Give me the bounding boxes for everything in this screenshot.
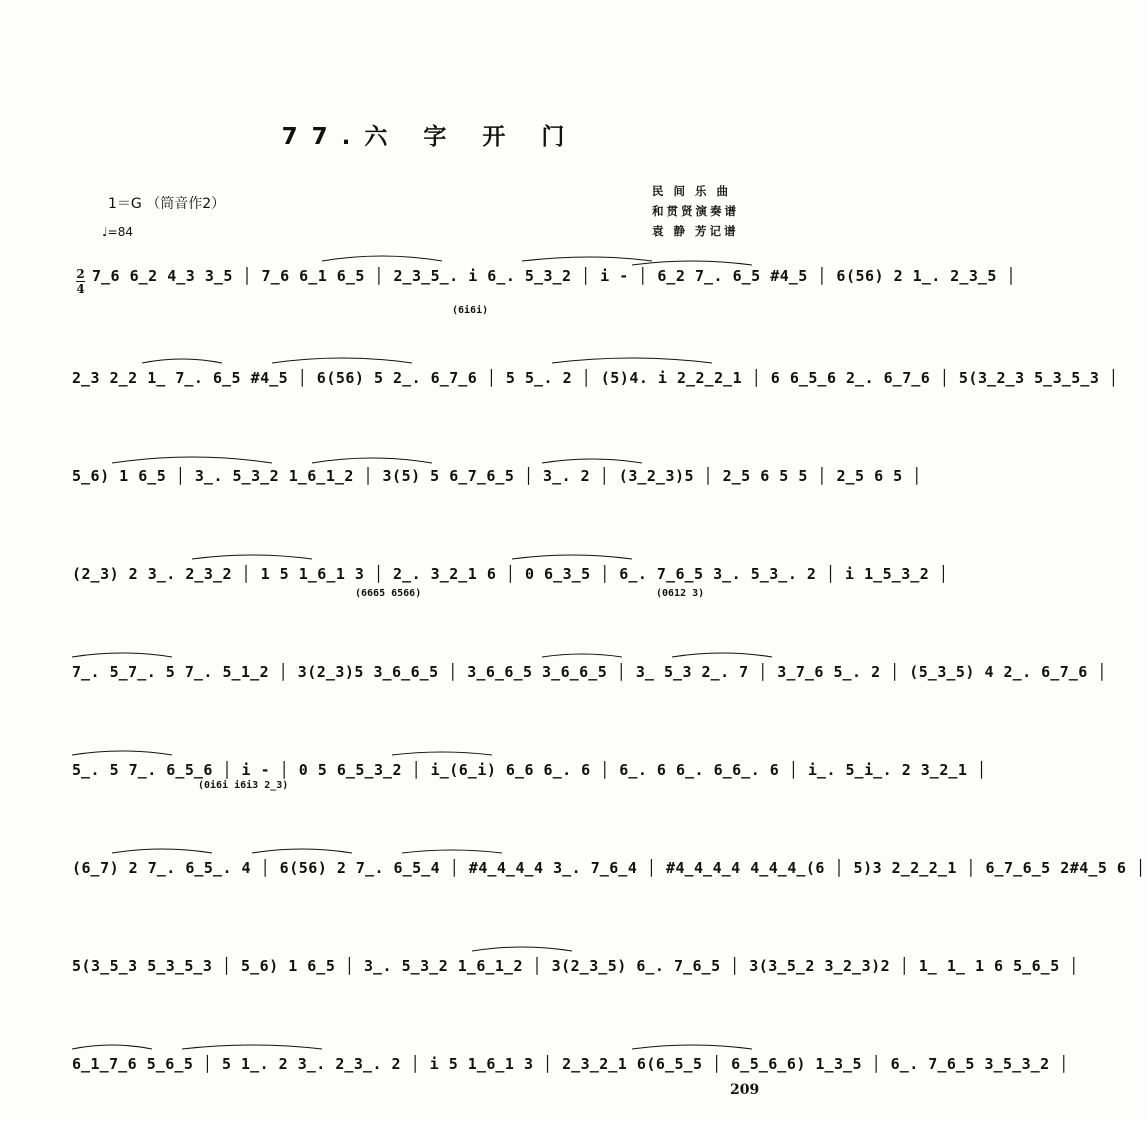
score-row [72, 455, 922, 495]
score-row [92, 255, 1017, 295]
score-row [72, 357, 1119, 397]
score-row-notes: 5̲. 5 7̲. 6̲5̲6 │ i - │ 0 5 6̲5̲3̲2 │ i̲(6̲i) 6̲6 6̲. 6 │ 6̲. 6 6̲. 6̲6̲. 6 │ i̲. 5̲i̲. 2 3̲2̲1 │ [72, 761, 987, 779]
score-row [72, 847, 1146, 887]
score-subline: (6665 6566) [355, 588, 422, 599]
score-row-notes: (2̲3) 2 3̲. 2̲3̲2 │ 1 5 1̲6̲1 3 │ 2̲. 3̲2̲1 6 │ 0 6̲3̲5 │ 6̲. 7̲6̲5 3̲. 5̲3̲. 2 │ i 1̲5̲3̲2 │ [72, 565, 949, 583]
score-subline: (6i6i) [452, 305, 489, 316]
time-signature-top: 2 [76, 267, 85, 281]
credit-origin: 民 间 乐 曲 [652, 184, 732, 198]
score-row [72, 651, 1107, 691]
credit-performer: 和贯贤演奏谱 [652, 204, 739, 218]
score-row-notes: (6̲7) 2 7̲. 6̲5̲. 4 │ 6(56) 2 7̲. 6̲5̲4 │ #4̲4̲4̲4 3̲. 7̲6̲4 │ #4̲4̲4̲4 4̲4̲4̲(6 │ 5)3 2̲2̲2̲1 │ 6̲7̲6̲5 2#4̲5 6 │ [72, 859, 1146, 877]
page-title: 77.六 字 开 门 [281, 124, 579, 150]
score-row-notes: 5(3̲5̲3 5̲3̲5̲3 │ 5̲6) 1 6̲5 │ 3̲. 5̲3̲2 1̲6̲1̲2 │ 3(2̲3̲5) 6̲. 7̲6̲5 │ 3(3̲5̲2 3̲2̲3)2 │ 1̲ 1̲ 1 6 5̲6̲5 │ [72, 957, 1079, 975]
score-row [72, 1043, 1069, 1083]
score-row-notes: 2̲3 2̲2 1̲ 7̲. 6̲5 #4̲5 │ 6(56) 5 2̲. 6̲7̲6 │ 5 5̲. 2 │ (5)4. i 2̲2̲2̲1 │ 6 6̲5̲6 2̲. 6̲7̲6 │ 5(3̲2̲3 5̲3̲5̲3 │ [72, 369, 1119, 387]
tempo-marking: ♩=84 [102, 225, 133, 239]
score-row [72, 749, 987, 789]
score-row-notes: 7̲6 6̲2 4̲3 3̲5 │ 7̲6 6̲1 6̲5 │ 2̲3̲5̲. i 6̲. 5̲3̲2 │ i - │ 6̲2 7̲. 6̲5 #4̲5 │ 6(56) 2 1̲. 2̲3̲5 │ [92, 267, 1017, 285]
score-subline: (0612 3) [656, 588, 705, 599]
time-signature [76, 268, 85, 295]
key-signature: 1＝G （筒音作2） [108, 196, 226, 212]
time-signature-bottom: 4 [76, 282, 85, 296]
score-subline: (0i6i i6i3 2̲3) [198, 780, 289, 791]
score-row-notes: 7̲. 5̲7̲. 5 7̲. 5̲1̲2 │ 3(2̲3)5 3̲6̲6̲5 │ 3̲6̲6̲5 3̲6̲6̲5 │ 3̲ 5̲3 2̲. 7 │ 3̲7̲6 5̲. 2 │ (5̲3̲5) 4 2̲. 6̲7̲6 │ [72, 663, 1107, 681]
score-row [72, 553, 949, 593]
credit-transcriber: 袁 静 芳记谱 [652, 224, 739, 238]
score-row-notes: 5̲6) 1 6̲5 │ 3̲. 5̲3̲2 1̲6̲1̲2 │ 3(5) 5 6̲7̲6̲5 │ 3̲. 2 │ (3̲2̲3)5 │ 2̲5 6 5 5 │ 2̲5 6 5 │ [72, 467, 922, 485]
score-row-notes: 6̲1̲7̲6 5̲6̲5 │ 5 1̲. 2 3̲. 2̲3̲. 2 │ i 5 1̲6̲1 3 │ 2̲3̲2̲1 6(6̲5̲5 │ 6̲5̲6̲6) 1̲3̲5 │ 6̲. 7̲6̲5 3̲5̲3̲2 │ [72, 1055, 1069, 1073]
score-row [72, 945, 1079, 985]
page-number: 209 [730, 1082, 760, 1098]
